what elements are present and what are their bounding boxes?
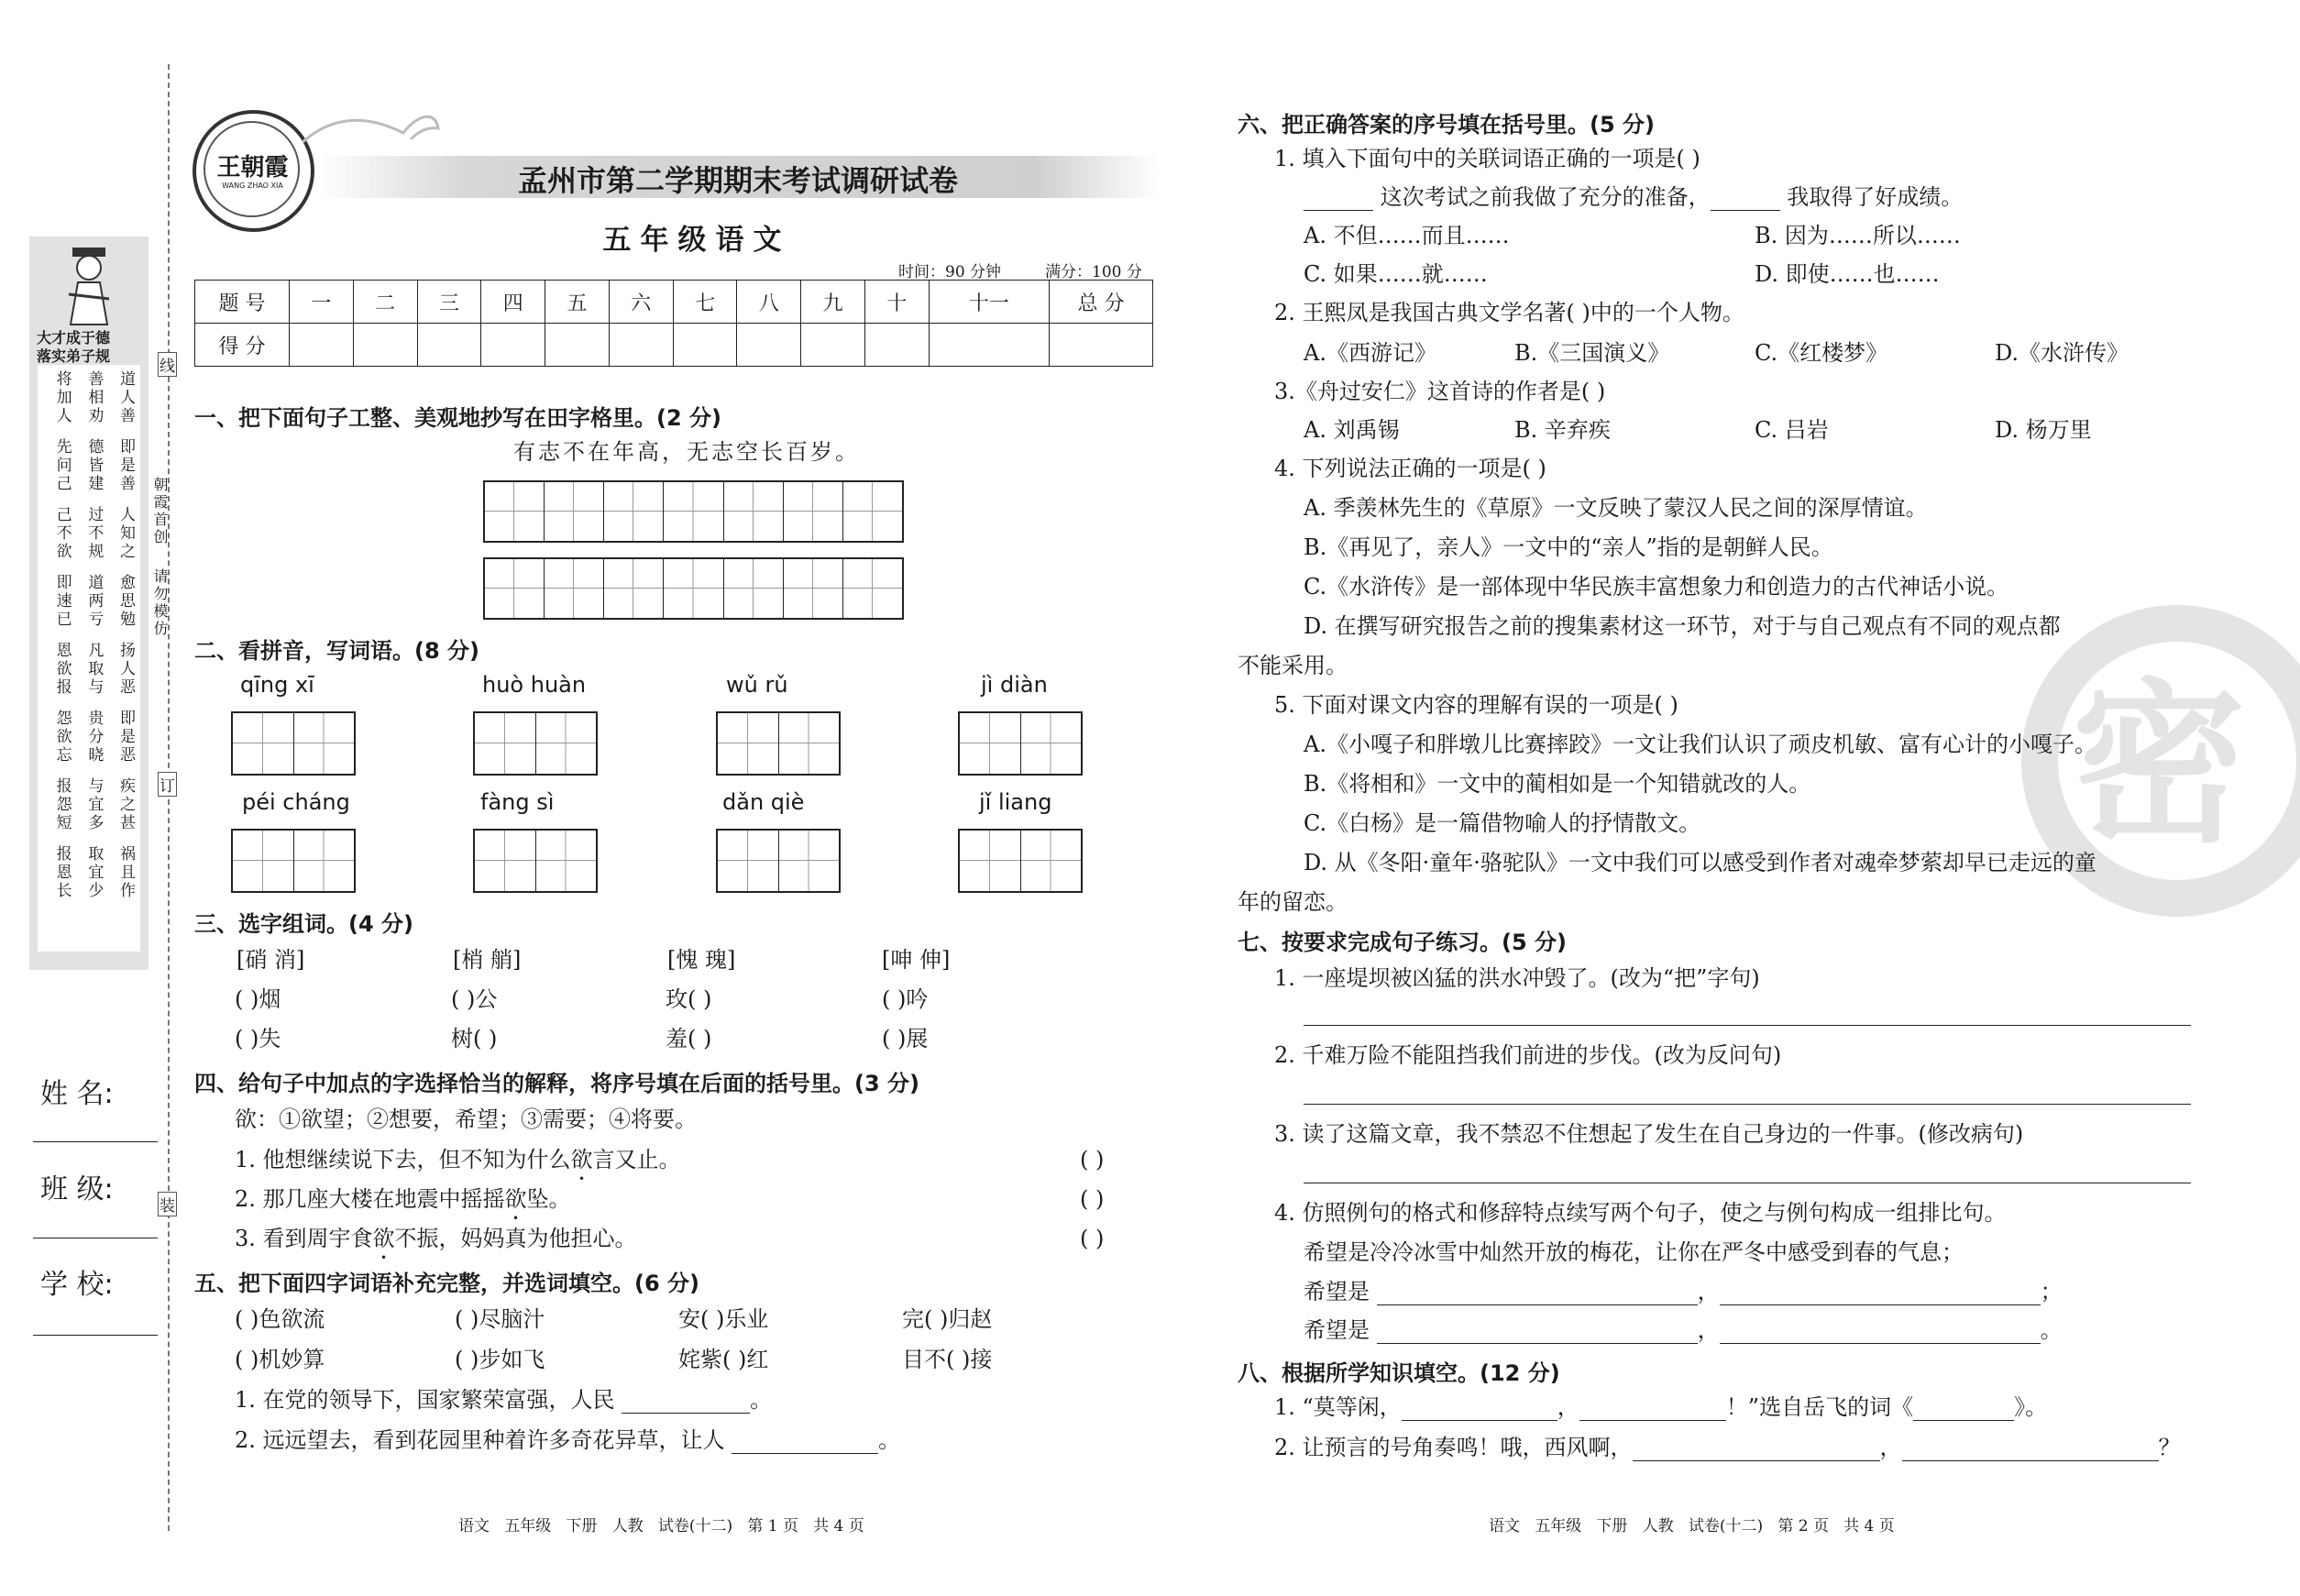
score-header-cell: 三 (417, 281, 481, 324)
option[interactable]: A.《西游记》 (1304, 340, 1436, 366)
school-label: 学 校: (40, 1269, 114, 1301)
option[interactable]: A. 季羡林先生的《草原》一文反映了蒙汉人民之间的深厚情谊。 (1304, 495, 1928, 521)
s4-item-pre: 1. 他想继续说下去，但不知为什么 (235, 1147, 571, 1172)
tianzige-cell[interactable] (843, 482, 902, 541)
word-blank[interactable]: 树( ) (451, 1026, 498, 1051)
score-header-cell: 二 (353, 281, 417, 324)
score-cell[interactable] (737, 324, 801, 367)
s6-q1-sentence-b: 我取得了好成绩。 (1787, 184, 1964, 210)
section-8-heading: 八、根据所学知识填空。(12 分) (1238, 1360, 1560, 1386)
pinyin-answer-box[interactable] (473, 829, 598, 893)
s4-item-1 (235, 1146, 681, 1185)
proverb-line: 凡取与 (84, 642, 104, 697)
pinyin-label: fàng sì (480, 789, 555, 815)
hope-blank[interactable] (1377, 1323, 1698, 1344)
pinyin-label: péi cháng (242, 789, 350, 815)
proverb-line: 贵分晓 (84, 710, 104, 765)
proverb-line: 扬人恶 (116, 642, 135, 697)
s5-q2-blank[interactable] (732, 1433, 878, 1454)
proverb-line: 道人善 (116, 370, 135, 425)
proverb-line: 祸且作 (116, 845, 135, 900)
s8-q1-a: 1. “莫等闲， (1274, 1394, 1402, 1420)
yu-options: 欲：①欲望；②想要，希望；③需要；④将要。 (235, 1106, 697, 1132)
proverb-line: 善相劝 (84, 370, 104, 425)
footer-left: 语文 五年级 下册 人教 试卷(十二) 第 1 页 共 4 页 (458, 1517, 864, 1535)
tianzige-cell[interactable] (664, 482, 723, 541)
tianzige-row-2[interactable] (483, 557, 904, 620)
tianzige-cell[interactable] (536, 831, 597, 891)
pinyin-label: jì diàn (981, 672, 1048, 698)
pinyin-answer-box[interactable] (231, 711, 356, 776)
hope-blank[interactable] (1720, 1284, 2041, 1305)
score-header-cell: 七 (673, 281, 737, 324)
answer-paren[interactable]: ( ) (1080, 1226, 1105, 1251)
s8-q1-c: ！”选自岳飞的词《 (1725, 1394, 1914, 1420)
subject-title: 五年级语文 (602, 224, 791, 257)
char-pair: [愧 瑰] (667, 947, 736, 973)
word-blank[interactable]: ( )失 (235, 1026, 281, 1051)
s5-question-1 (235, 1386, 772, 1414)
tianzige-cell[interactable] (545, 559, 604, 618)
option[interactable]: B.《再见了，亲人》一文中的“亲人”指的是朝鲜人民。 (1304, 534, 1833, 560)
s7-q4-line-1 (1304, 1278, 2063, 1305)
tianzige-cell[interactable] (779, 831, 840, 891)
s6-q1-blank-a[interactable] (1304, 190, 1373, 211)
s4-item-pre: 2. 那几座大楼在地震中摇摇 (235, 1186, 505, 1212)
school-field[interactable] (33, 1335, 158, 1336)
s8-q1-d: 》。 (2014, 1394, 2048, 1420)
s8-q1 (1274, 1393, 2047, 1421)
scholar-icon (61, 244, 116, 326)
proverb-line: 即是恶 (116, 710, 135, 765)
tianzige-row-1[interactable] (483, 480, 904, 543)
binding-cut-line (168, 64, 170, 1531)
section-1-heading: 一、把下面句子工整、美观地抄写在田字格里。(2 分) (194, 405, 721, 431)
ribbon-decoration (303, 101, 440, 156)
section-5-heading: 五、把下面四字词语补充完整，并选词填空。(6 分) (194, 1271, 699, 1296)
s5-q1-blank[interactable] (622, 1392, 750, 1414)
score-header-cell: 四 (481, 281, 545, 324)
s6-q1-sentence-a: 这次考试之前我做了充分的准备， (1380, 184, 1711, 210)
s8-q1-blank[interactable] (1579, 1400, 1726, 1421)
score-header-cell: 六 (609, 281, 673, 324)
s8-q2-b: ， (1879, 1435, 1902, 1460)
proverb-line: 报怨短 (52, 777, 72, 832)
s4-item-pre: 3. 看到周宇食 (235, 1226, 373, 1251)
option[interactable]: B.《三国演义》 (1514, 340, 1670, 366)
proverb-line: 与宜多 (84, 777, 104, 832)
tianzige-cell[interactable] (843, 559, 902, 618)
tianzige-cell[interactable] (485, 559, 545, 618)
idiom-blank[interactable]: ( )步如飞 (455, 1347, 545, 1372)
s8-q1-b: ， (1557, 1394, 1579, 1420)
tianzige-cell[interactable] (536, 713, 597, 774)
dotted-char: 欲 (372, 1226, 395, 1251)
s6-q5: 5. 下面对课文内容的理解有误的一项是( ) (1274, 692, 1678, 718)
s4-item-post: 言又止。 (592, 1147, 681, 1172)
char-pair: [硝 消] (237, 947, 305, 973)
score-cell[interactable] (417, 324, 481, 367)
exam-title: 孟州市第二学期期末考试调研试卷 (517, 163, 958, 198)
tianzige-cell[interactable] (1021, 831, 1082, 891)
score-cell[interactable] (545, 324, 610, 367)
copyright-note-1: 朝霞首创 (151, 477, 169, 546)
proverb-line: 恩欲报 (52, 642, 72, 697)
scholar-figure (61, 244, 116, 326)
proverbs-box (38, 365, 140, 952)
hope-blank[interactable] (1377, 1284, 1698, 1305)
word-blank[interactable]: ( )展 (882, 1026, 929, 1051)
option[interactable]: C.《白杨》是一篇借物喻人的抒情散文。 (1304, 810, 1701, 836)
footer-right: 语文 五年级 下册 人教 试卷(十二) 第 2 页 共 4 页 (1489, 1517, 1895, 1535)
proverb-line: 怨欲忘 (52, 710, 72, 765)
s5-q2-end: 。 (878, 1427, 901, 1453)
score-cell[interactable] (801, 324, 865, 367)
proverb-line: 己不欲 (52, 506, 72, 561)
tianzige-cell[interactable] (485, 482, 545, 541)
option[interactable]: C.《红楼梦》 (1755, 340, 1888, 366)
pinyin-label: qīng xī (240, 672, 314, 698)
idiom-blank[interactable]: 目不( )接 (902, 1347, 993, 1372)
score-table (194, 280, 1153, 367)
proverb-line: 即速已 (52, 574, 72, 629)
pinyin-label: huò huàn (482, 672, 587, 698)
score-cell[interactable] (481, 324, 545, 367)
s7-q4-line-2 (1304, 1316, 2063, 1344)
word-blank[interactable]: 羞( ) (666, 1026, 712, 1051)
logo-text: 王朝霞 (216, 154, 289, 182)
score-cell[interactable] (929, 324, 1049, 367)
score-cell[interactable] (290, 324, 354, 367)
answer-paren[interactable]: ( ) (1080, 1147, 1105, 1172)
score-header-cell: 十 (865, 281, 930, 324)
option[interactable]: B.《将相和》一文中的蔺相如是一个知错就改的人。 (1304, 771, 1811, 797)
option[interactable]: D. 杨万里 (1995, 417, 2092, 443)
s5-q1-end: 。 (750, 1387, 773, 1413)
s8-q2-blank[interactable] (1902, 1440, 2159, 1461)
s5-question-2 (235, 1426, 900, 1454)
hope-blank[interactable] (1720, 1323, 2041, 1344)
copyright-note-2: 请勿模仿 (151, 568, 169, 638)
proverb-line: 取宜少 (84, 845, 104, 900)
pinyin-answer-box[interactable] (958, 711, 1083, 776)
copy-sentence: 有志不在年高，无志空长百岁。 (513, 439, 860, 465)
option-continued: 年的留恋。 (1238, 889, 1348, 915)
score-cell[interactable] (673, 324, 737, 367)
tianzige-cell[interactable] (233, 831, 294, 891)
idiom-blank[interactable]: 完( )归赵 (902, 1306, 993, 1332)
s8-q1-blank[interactable] (1402, 1400, 1557, 1421)
pinyin-answer-box[interactable] (716, 711, 841, 776)
score-info: 满分：100 分 (1045, 263, 1142, 281)
comma: ， (1697, 1279, 1720, 1304)
tianzige-cell[interactable] (604, 482, 664, 541)
time-info: 时间：90 分钟 (898, 263, 1002, 281)
tianzige-cell[interactable] (545, 482, 604, 541)
tianzige-cell[interactable] (724, 559, 784, 618)
score-header-cell: 十一 (929, 281, 1049, 324)
score-header-cell: 八 (737, 281, 801, 324)
word-blank[interactable]: ( )吟 (882, 986, 929, 1012)
s8-q2-c: ？ (2158, 1435, 2181, 1460)
s8-q2 (1274, 1434, 2181, 1461)
option[interactable]: D. 即使……也…… (1755, 261, 1940, 287)
option[interactable]: D. 从《冬阳·童年·骆驼队》一文中我们可以感受到作者对魂牵梦萦却早已走远的童 (1304, 850, 2096, 875)
s7-q1-answer[interactable] (1304, 1025, 2191, 1026)
score-header-cell: 一 (290, 281, 354, 324)
s8-q2-blank[interactable] (1633, 1440, 1880, 1461)
option[interactable]: C.《水浒传》是一部体现中华民族丰富想象力和创造力的古代神话小说。 (1304, 574, 2009, 600)
option[interactable]: B. 因为……所以…… (1755, 223, 1961, 248)
tianzige-cell[interactable] (718, 831, 779, 891)
proverb-line: 德皆建 (84, 438, 104, 493)
name-field[interactable] (33, 1141, 158, 1142)
tianzige-cell[interactable] (294, 713, 355, 774)
sidebar-motto-1: 大才成于德 (37, 329, 111, 347)
s7-q1: 1. 一座堤坝被凶猛的洪水冲毁了。(改为“把”字句) (1274, 965, 1760, 991)
pinyin-answer-box[interactable] (716, 829, 841, 893)
proverb-line: 人知之 (116, 506, 135, 561)
name-label: 姓 名: (40, 1078, 114, 1110)
semicolon: ； (2040, 1279, 2063, 1304)
class-label: 班 级: (40, 1173, 114, 1205)
seal-mark-bind: 订 (158, 772, 177, 797)
answer-paren[interactable]: ( ) (1080, 1186, 1105, 1212)
proverbs-grid (41, 370, 137, 900)
tianzige-cell[interactable] (960, 831, 1021, 891)
section-2-heading: 二、看拼音，写词语。(8 分) (194, 638, 479, 664)
score-cell[interactable] (1050, 324, 1153, 367)
word-blank[interactable]: ( )公 (451, 986, 498, 1012)
idiom-blank[interactable]: ( )色欲流 (235, 1306, 325, 1332)
period: 。 (2040, 1317, 2063, 1343)
comma: ， (1697, 1317, 1720, 1343)
option[interactable]: B. 辛弃疾 (1514, 417, 1611, 443)
s8-q1-blank[interactable] (1913, 1400, 2014, 1421)
proverb-line: 报恩长 (52, 845, 72, 900)
tianzige-cell[interactable] (784, 482, 843, 541)
proverb-line: 先问己 (52, 438, 72, 493)
score-header-cell: 九 (801, 281, 865, 324)
s8-q2-a: 2. 让预言的号角奏鸣！哦，西风啊， (1274, 1435, 1633, 1460)
s7-q2-answer[interactable] (1304, 1104, 2191, 1105)
option-continued: 不能采用。 (1238, 653, 1348, 678)
hope-prefix: 希望是 (1304, 1317, 1370, 1343)
score-table-header-row (195, 281, 1153, 324)
tianzige-cell[interactable] (1021, 713, 1082, 774)
option[interactable]: C. 如果……就…… (1304, 261, 1488, 287)
char-pair: [梢 艄] (453, 947, 522, 973)
s6-q2: 2. 王熙凤是我国古典文学名著( )中的一个人物。 (1274, 300, 1744, 325)
proverb-line: 过不规 (84, 506, 104, 561)
option[interactable]: D. 在撰写研究报告之前的搜集素材这一环节，对于与自己观点有不同的观点都 (1304, 613, 2061, 639)
idiom-blank[interactable]: ( )尽脑汁 (455, 1306, 545, 1332)
char-pair: [呻 伸] (882, 947, 951, 973)
watermark-glyph: 密 (2072, 664, 2247, 866)
option[interactable]: A.《小嘎子和胖墩儿比赛摔跤》一文让我们认识了顽皮机敏、富有心计的小嘎子。 (1304, 732, 2096, 757)
logo-subtext: WANG ZHAO XIA (222, 182, 283, 190)
dotted-char: 欲 (504, 1186, 527, 1212)
brand-logo (193, 110, 314, 232)
section-7-heading: 七、按要求完成句子练习。(5 分) (1238, 930, 1567, 955)
tianzige-cell[interactable] (718, 713, 779, 774)
tianzige-cell[interactable] (475, 831, 536, 891)
seal-mark-pack: 装 (158, 1192, 177, 1216)
tianzige-cell[interactable] (724, 482, 784, 541)
seal-mark-line: 线 (158, 352, 177, 377)
s5-q1-text: 1. 在党的领导下，国家繁荣富强，人民 (235, 1387, 615, 1413)
proverb-line: 即是善 (116, 438, 135, 493)
s4-item-2 (235, 1185, 571, 1225)
s7-q2: 2. 千难万险不能阻挡我们前进的步伐。(改为反问句) (1274, 1042, 1782, 1068)
s7-q4-example: 希望是冷冷冰雪中灿然开放的梅花，让你在严冬中感受到春的气息； (1304, 1239, 1964, 1265)
s7-q4: 4. 仿照例句的格式和修辞特点续写两个句子，使之与例句构成一组排比句。 (1274, 1200, 2007, 1226)
s7-q3: 3. 读了这篇文章，我不禁忍不住想起了发生在自己身边的一件事。(修改病句) (1274, 1121, 2024, 1147)
pinyin-answer-box[interactable] (473, 711, 598, 776)
score-cell[interactable] (609, 324, 673, 367)
s6-q4: 4. 下列说法正确的一项是( ) (1274, 456, 1546, 481)
score-table-score-row (195, 324, 1153, 367)
tianzige-cell[interactable] (294, 831, 355, 891)
idiom-blank[interactable]: 安( )乐业 (678, 1306, 769, 1332)
proverb-line: 将加人 (52, 370, 72, 425)
pinyin-label: wǔ rǔ (726, 672, 788, 698)
score-header-cell: 题 号 (195, 281, 290, 324)
pinyin-answer-box[interactable] (958, 829, 1083, 893)
pinyin-answer-box[interactable] (231, 829, 356, 893)
tianzige-cell[interactable] (664, 559, 723, 618)
tianzige-cell[interactable] (779, 713, 840, 774)
score-header-cell: 五 (545, 281, 610, 324)
s6-q3: 3.《舟过安仁》这首诗的作者是( ) (1274, 379, 1606, 404)
section-6-heading: 六、把正确答案的序号填在括号里。(5 分) (1238, 112, 1655, 138)
s5-q2-text: 2. 远远望去，看到花园里种着许多奇花异草，让人 (235, 1427, 725, 1453)
dotted-char: 欲 (570, 1147, 593, 1172)
tianzige-cell[interactable] (604, 559, 664, 618)
section-3-heading: 三、选字组词。(4 分) (194, 911, 413, 937)
option[interactable]: D.《水浒传》 (1995, 340, 2129, 366)
word-blank[interactable]: ( )烟 (235, 986, 281, 1012)
s6-q1: 1. 填入下面句中的关联词语正确的一项是( ) (1274, 146, 1700, 171)
idiom-blank[interactable]: ( )机妙算 (235, 1347, 325, 1372)
s6-q1-sentence (1304, 183, 1963, 211)
s4-item-3 (235, 1225, 637, 1264)
pinyin-label: dǎn qiè (722, 789, 805, 815)
score-cell[interactable] (865, 324, 930, 367)
word-blank[interactable]: 玫( ) (666, 986, 712, 1012)
sidebar-motto-2: 落实弟子规 (37, 347, 111, 365)
tianzige-cell[interactable] (784, 559, 843, 618)
option[interactable]: A. 刘禹锡 (1304, 417, 1400, 443)
score-cell[interactable] (353, 324, 417, 367)
s4-item-post: 坠。 (526, 1186, 571, 1212)
s4-item-post: 不振，妈妈真为他担心。 (394, 1226, 637, 1251)
s6-q1-blank-b[interactable] (1711, 190, 1780, 211)
proverb-line: 道两亏 (84, 574, 104, 629)
tianzige-cell[interactable] (475, 713, 536, 774)
score-header-cell: 总 分 (1050, 281, 1153, 324)
idiom-blank[interactable]: 姹紫( )红 (678, 1347, 769, 1372)
proverb-line: 愈思勉 (116, 574, 135, 629)
option[interactable]: A. 不但……而且…… (1304, 223, 1510, 248)
hope-prefix: 希望是 (1304, 1279, 1370, 1304)
section-4-heading: 四、给句子中加点的字选择恰当的解释，将序号填在后面的括号里。(3 分) (194, 1071, 919, 1096)
tianzige-cell[interactable] (960, 713, 1021, 774)
option[interactable]: C. 吕岩 (1755, 417, 1829, 443)
sidebar-panel (29, 237, 149, 970)
tianzige-cell[interactable] (233, 713, 294, 774)
pinyin-label: jǐ liang (979, 789, 1052, 815)
proverb-line: 疾之甚 (116, 777, 135, 832)
score-row-label: 得 分 (195, 324, 290, 367)
